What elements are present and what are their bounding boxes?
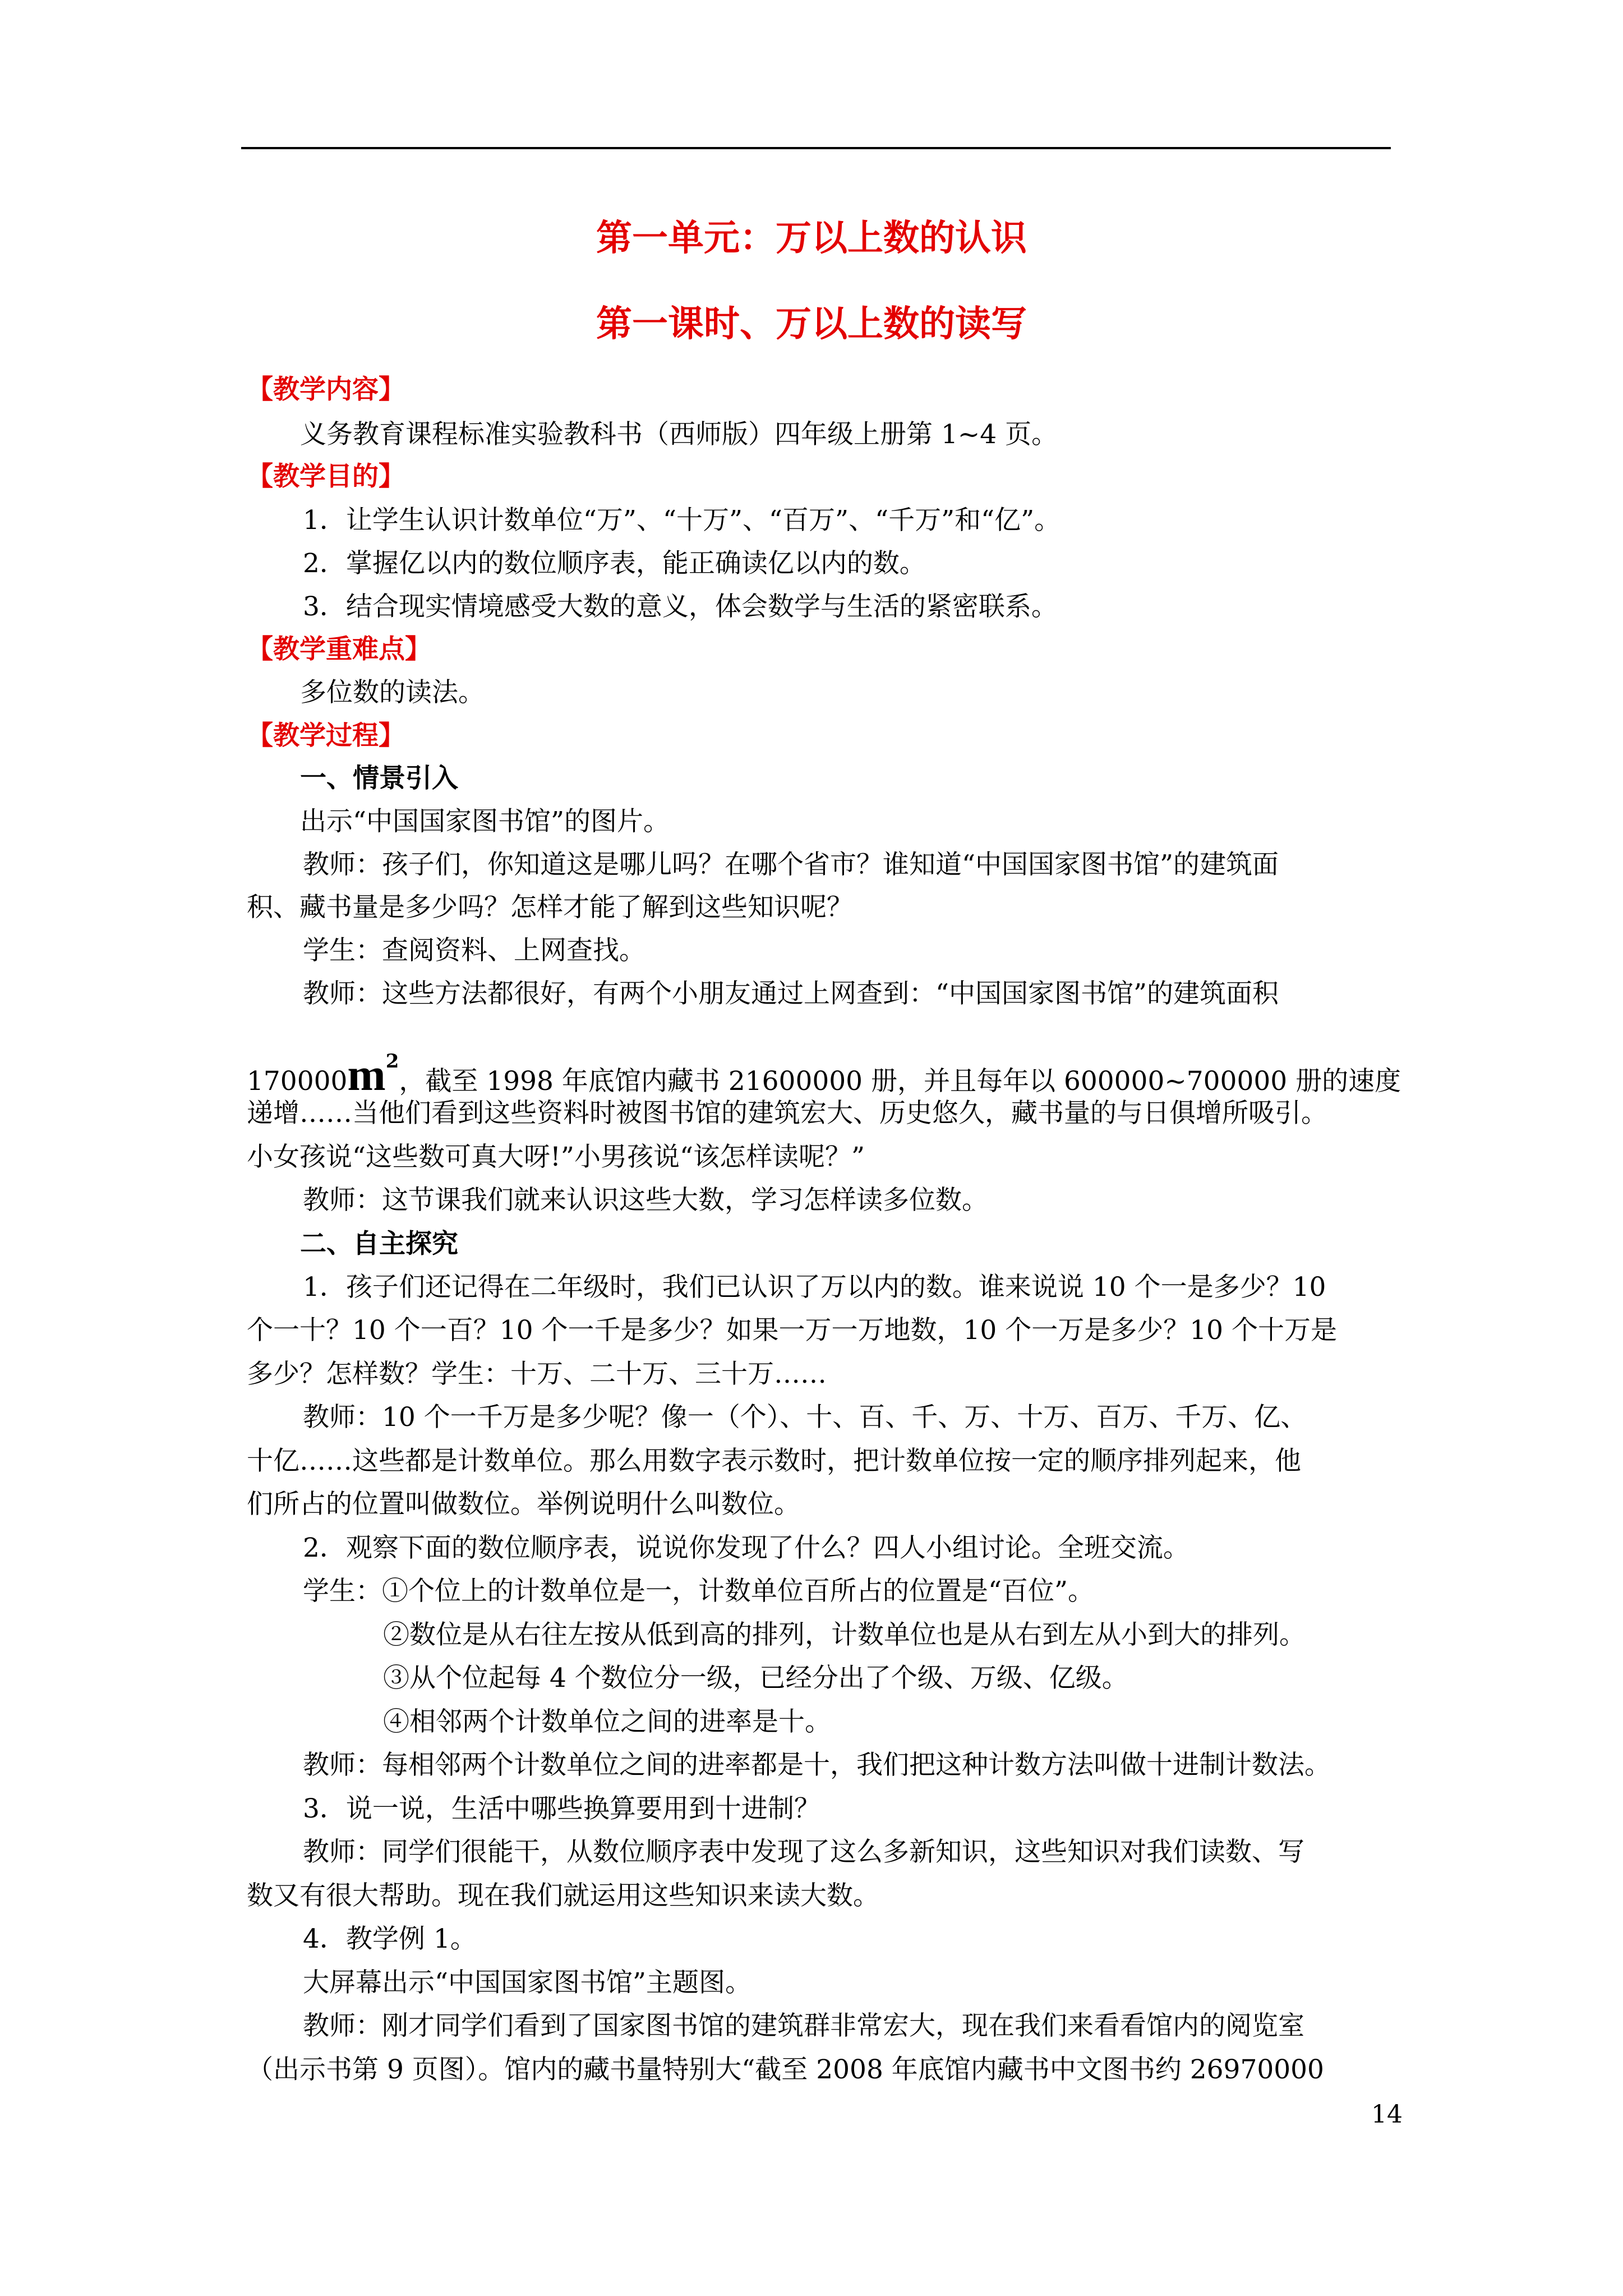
paragraph-line: 教师：这节课我们就来认识这些大数，学习怎样读多位数。: [303, 1185, 988, 1216]
paragraph-line: 2．观察下面的数位顺序表，说说你发现了什么？四人小组讨论。全班交流。: [303, 1533, 1189, 1563]
paragraph-line: 教师：10 个一千万是多少呢？像一（个）、十、百、千、万、十万、百万、千万、亿、: [303, 1402, 1307, 1433]
paragraph-line: 教师：刚才同学们看到了国家图书馆的建筑群非常宏大，现在我们来看看馆内的阅览室: [303, 2010, 1304, 2041]
section-heading-process: 【教学过程】: [247, 720, 405, 751]
paragraph-line: 个一十？10 个一百？10 个一千是多少？如果一万一万地数，10 个一万是多少？10 个十万是: [247, 1315, 1337, 1346]
paragraph-line: 大屏幕出示“中国国家图书馆”主题图。: [303, 1967, 752, 1998]
paragraph-line: 教师：每相邻两个计数单位之间的进率都是十，我们把这种计数方法叫做十进制计数法。: [303, 1750, 1331, 1780]
paragraph-line: 递增……当他们看到这些资料时被图书馆的建筑宏大、历史悠久，藏书量的与日俱增所吸引。: [247, 1098, 1327, 1129]
paragraph-line: 3．说一说，生活中哪些换算要用到十进制？: [303, 1793, 820, 1824]
paragraph-line: 数又有很大帮助。现在我们就运用这些知识来读大数。: [247, 1880, 879, 1911]
paragraph-line: ②数位是从右往左按从低到高的排列，计数单位也是从右到左从小到大的排列。: [383, 1619, 1306, 1650]
paragraph-line: 教师：同学们很能干，从数位顺序表中发现了这么多新知识，这些知识对我们读数、写: [303, 1837, 1304, 1867]
paragraph-line: 学生：①个位上的计数单位是一，计数单位百所占的位置是“百位”。: [303, 1576, 1095, 1607]
section-heading-key: 【教学重难点】: [247, 634, 431, 665]
content-text: 义务教育课程标准实验教科书（西师版）四年级上册第 1~4 页。: [300, 419, 1058, 450]
lesson-title: 第一课时、万以上数的读写: [596, 303, 1027, 345]
paragraph-line: 学生：查阅资料、上网查找。: [303, 935, 645, 966]
part-1-title: 一、情景引入: [300, 763, 458, 794]
paragraph-line-with-area: [247, 1045, 1401, 1098]
paragraph-line: 积、藏书量是多少吗？怎样才能了解到这些知识呢？: [247, 892, 853, 923]
part-2-title: 二、自主探究: [300, 1228, 458, 1259]
area-unit: m: [347, 1049, 386, 1100]
paragraph-line: 小女孩说“这些数可真大呀!”小男孩说“该怎样读呢？”: [247, 1142, 865, 1172]
section-heading-goals: 【教学目的】: [247, 461, 405, 492]
paragraph-line: 十亿……这些都是计数单位。那么用数字表示数时，把计数单位按一定的顺序排列起来，他: [247, 1446, 1301, 1476]
page-number: 14: [1371, 2100, 1403, 2129]
paragraph-line: （出示书第 9 页图）。馆内的藏书量特别大“截至 2008 年底馆内藏书中文图书约 26970000: [247, 2054, 1324, 2085]
unit-title: 第一单元：万以上数的认识: [596, 217, 1027, 259]
paragraph-line: 出示“中国国家图书馆”的图片。: [300, 806, 670, 837]
paragraph-line: 4．教学例 1。: [303, 1924, 477, 1954]
paragraph-line: 教师：孩子们，你知道这是哪儿吗？在哪个省市？谁知道“中国国家图书馆”的建筑面: [303, 849, 1279, 880]
key-text: 多位数的读法。: [300, 677, 485, 708]
header-rule: [241, 147, 1391, 149]
paragraph-line: 教师：这些方法都很好，有两个小朋友通过上网查到：“中国国家图书馆”的建筑面积: [303, 978, 1279, 1009]
section-heading-content: 【教学内容】: [247, 374, 405, 405]
paragraph-line: 1．孩子们还记得在二年级时，我们已认识了万以内的数。谁来说说 10 个一是多少？10: [303, 1272, 1326, 1303]
goal-1: 1．让学生认识计数单位“万”、“十万”、“百万”、“千万”和“亿”。: [303, 505, 1061, 536]
paragraph-line: ③从个位起每 4 个数位分一级，已经分出了个级、万级、亿级。: [383, 1663, 1128, 1694]
paragraph-line: 多少？怎样数？学生：十万、二十万、三十万……: [247, 1359, 827, 1389]
area-number: 170000: [247, 1066, 348, 1097]
goal-3: 3．结合现实情境感受大数的意义，体会数学与生活的紧密联系。: [303, 591, 1058, 622]
area-rest: ，截至 1998 年底馆内藏书 21600000 册，并且每年以 600000~700000 册的速度: [399, 1066, 1401, 1097]
goal-2: 2．掌握亿以内的数位顺序表，能正确读亿以内的数。: [303, 548, 926, 579]
paragraph-line: ④相邻两个计数单位之间的进率是十。: [383, 1706, 831, 1737]
paragraph-line: 们所占的位置叫做数位。举例说明什么叫数位。: [247, 1489, 800, 1520]
area-unit-exponent: 2: [385, 1050, 399, 1073]
